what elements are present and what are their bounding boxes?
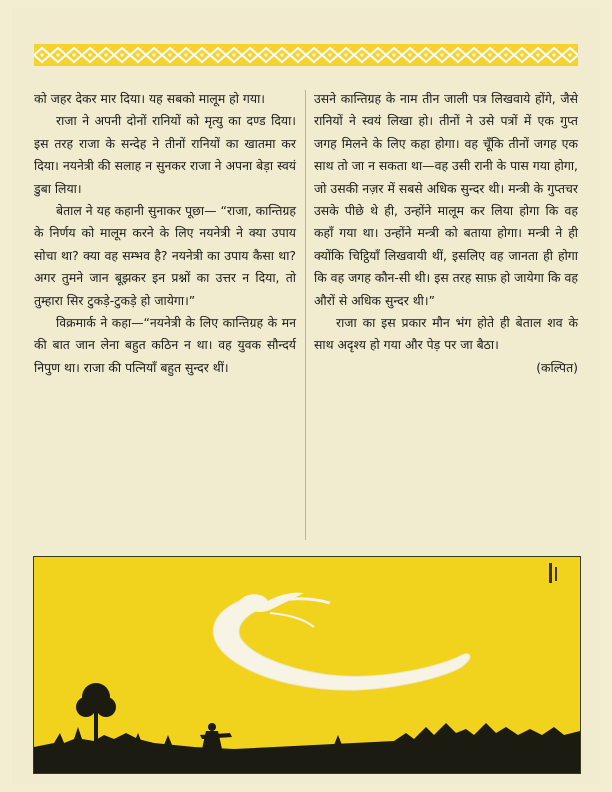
decorative-top-border bbox=[34, 44, 578, 66]
column-divider bbox=[305, 90, 306, 540]
right-column bbox=[314, 88, 578, 548]
landscape-silhouette bbox=[34, 723, 580, 773]
story-credit: (कल्पित) bbox=[536, 359, 578, 375]
left-column bbox=[34, 88, 296, 548]
paragraph: राजा का इस प्रकार मौन भंग होते ही बेताल शव के साथ अदृश्य हो गया और पेड़ पर जा बैठा। bbox=[314, 315, 578, 353]
tree-icon bbox=[76, 683, 116, 741]
story-text bbox=[34, 88, 578, 548]
illustration bbox=[33, 556, 581, 774]
paragraph: बेताल ने यह कहानी सुनाकर पूछा— “राजा, कान्तिग्रह के निर्णय को मालूम करने के लिए नयनेत्री ने क्या उपाय सोचा था? क्या वह सम्भव है? नयनेत्री का उपाय कैसा था? अगर तुमने जान बूझकर इन प्रश्नों का उत्तर न दिया, तो तुम्हारा सिर टुकड़े-टुकड़े हो जायेगा।” bbox=[34, 203, 296, 308]
paragraph: उसने कान्तिग्रह के नाम तीन जाली पत्र लिखवाये होंगे, जैसे रानियों ने स्वयं लिखा हो। तीनों ने उसे पत्रों में एक गुप्त जगह मिलने के लिए कहा होगा। वह चूँकि तीनों जगह एक साथ तो जा न सकता था—वह उसी रानी के पास गया होगा, जो उसकी नज़र में सबसे अधिक सुन्दर थी। मन्त्री के गुप्तचर उसके पीछे थे ही, उन्होंने मालूम कर लिया होगा कि वह कहाँ गया था। उन्होंने मन्त्री को बताया होगा। मन्त्री ने ही क्योंकि चिट्ठियाँ लिखवायी थीं, इसलिए वह जानता ही होगा कि वह जगह कौन-सी थी। इस तरह साफ़ हो जायेगा कि वह औरों से अधिक सुन्दर थी।” bbox=[314, 91, 578, 308]
paragraph: राजा ने अपनी दोनों रानियों को मृत्यु का दण्ड दिया। इस तरह राजा के सन्देह ने तीनों रानियों का खातमा कर दिया। नयनेत्री की सलाह न सुनकर राजा ने अपना बेड़ा स्वयं डुबा लिया। bbox=[34, 113, 296, 196]
paragraph: विक्रमार्क ने कहा—“नयनेत्री के लिए कान्तिग्रह के मन की बात जान लेना बहुत कठिन न था। वह युवक सौन्दर्य निपुण था। राजा की पत्नियाँ बहुत सुन्दर थीं। bbox=[34, 315, 296, 375]
vetala-ghost-icon bbox=[213, 601, 470, 690]
paragraph: को जहर देकर मार दिया। यह सबको मालूम हो गया। bbox=[34, 91, 265, 106]
king-figure-icon bbox=[200, 723, 232, 749]
